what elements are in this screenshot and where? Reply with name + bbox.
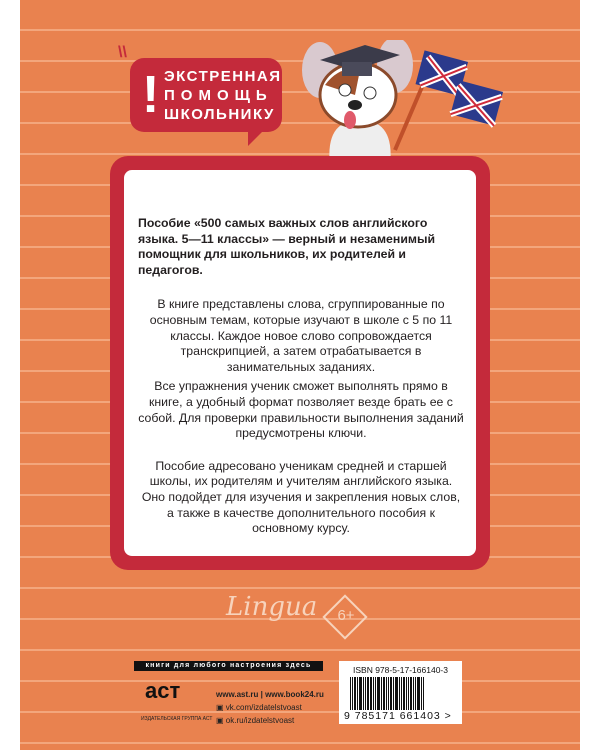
barcode-bar xyxy=(365,677,366,710)
series-line-3: ШКОЛЬНИКУ xyxy=(164,106,275,123)
barcode-bar xyxy=(417,677,420,710)
barcode-bar xyxy=(373,677,374,710)
barcode-bar xyxy=(377,677,380,710)
age-rating: 6+ xyxy=(337,607,355,624)
barcode-bar xyxy=(408,677,409,710)
spark-decoration-icon: \\ xyxy=(118,44,127,61)
barcode-bar xyxy=(390,677,392,710)
dog-mascot-illustration xyxy=(300,40,510,165)
barcode-bar xyxy=(370,677,372,710)
barcode-bar xyxy=(363,677,364,710)
lingua-logo: Lingua xyxy=(226,592,318,622)
websites-link[interactable]: www.ast.ru | www.book24.ru xyxy=(216,690,324,699)
barcode-bar xyxy=(401,677,402,710)
publisher-slogan: книги для любого настроения здесь xyxy=(134,661,323,671)
barcode-bar xyxy=(388,677,389,710)
barcode-bars xyxy=(350,677,451,710)
description-lead: Пособие «500 самых важных слов английского языка. 5—11 классы» — верный и незаменимый помощник для школьников, их родителей и педагогов. xyxy=(138,216,436,277)
ast-logo: аст xyxy=(145,678,181,703)
barcode-bar xyxy=(421,677,422,710)
barcode-bar xyxy=(413,677,414,710)
series-badge xyxy=(130,58,282,132)
barcode-number: 9 785171 661403 > xyxy=(344,710,452,722)
barcode-bar xyxy=(415,677,416,710)
barcode-bar xyxy=(403,677,405,710)
barcode-bar xyxy=(393,677,394,710)
ok-link[interactable]: ok.ru/izdatelstvoast xyxy=(225,716,295,725)
series-line-2: ПОМОЩЬ xyxy=(164,87,273,104)
barcode-bar xyxy=(352,677,353,710)
barcode-bar xyxy=(357,677,358,710)
isbn-barcode xyxy=(339,661,462,724)
barcode-bar xyxy=(406,677,407,710)
ast-logo-caption: ИЗДАТЕЛЬСКАЯ ГРУППА АСТ xyxy=(141,716,213,722)
barcode-bar xyxy=(395,677,398,710)
barcode-bar xyxy=(423,677,424,710)
barcode-bar xyxy=(399,677,400,710)
barcode-bar xyxy=(383,677,385,710)
barcode-bar xyxy=(381,677,382,710)
description-paragraph-2: Все упражнения ученик сможет выполнять прямо в книге, а удобный формат позволяет везде брать ее с собой. Для проверки правильности выполнения заданий предусмотрены ключи. xyxy=(138,379,464,441)
barcode-bar xyxy=(354,677,356,710)
description-paragraph-3: Пособие адресовано ученикам средней и старшей школы, их родителям и учителям английского языка. Оно подойдет для изучения и закрепления новых слов, а также в качестве дополнительного пособия к основному курсу. xyxy=(141,458,461,536)
description-panel xyxy=(110,156,490,570)
barcode-bar xyxy=(375,677,376,710)
barcode-bar xyxy=(350,677,351,710)
description-paragraph-1: В книге представлены слова, сгруппированные по основным темам, которые изучают в школе с 5 по 11 классы. Каждое новое слово сопровождается транскрипцией, а затем отрабатывается в занимательных заданиях. xyxy=(149,297,453,374)
barcode-bar xyxy=(359,677,362,710)
vk-link[interactable]: vk.com/izdatelstvoast xyxy=(225,703,302,712)
ok-icon: ▣ xyxy=(216,716,226,725)
barcode-bar xyxy=(410,677,412,710)
isbn-text: ISBN 978-5-17-166140-3 xyxy=(353,665,448,675)
publisher-links xyxy=(216,688,324,727)
exclamation-mark: ! xyxy=(142,66,160,124)
series-line-1: ЭКСТРЕННАЯ xyxy=(164,68,282,85)
vk-icon: ▣ xyxy=(216,703,226,712)
barcode-bar xyxy=(386,677,387,710)
barcode-bar xyxy=(367,677,369,710)
